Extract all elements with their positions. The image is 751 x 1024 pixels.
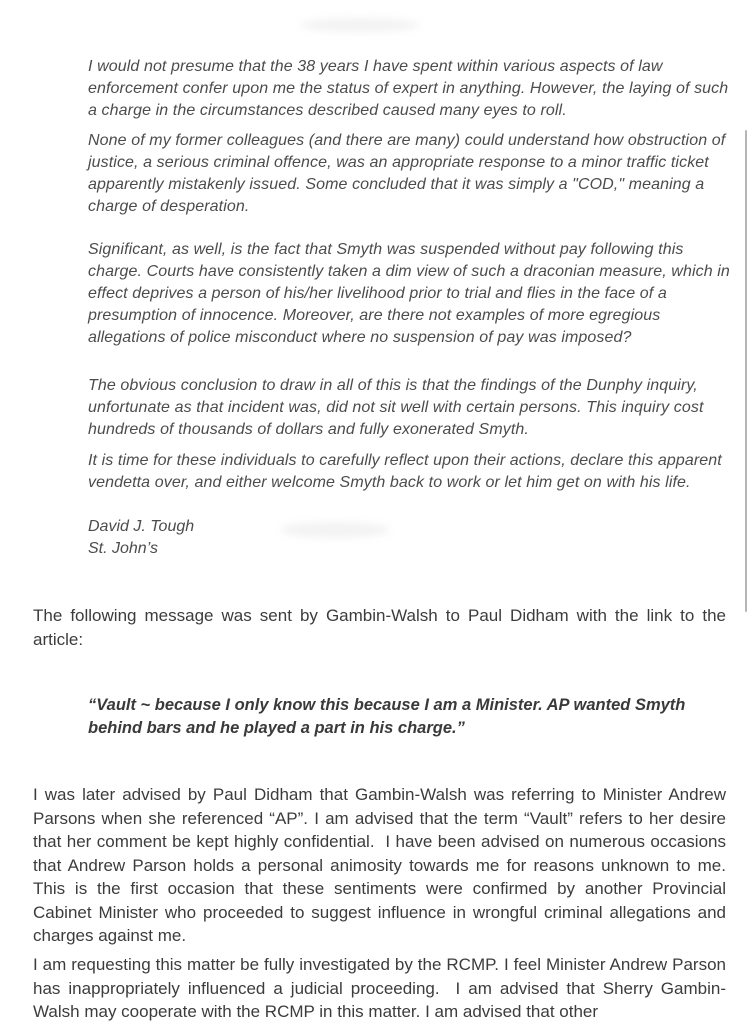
quoted-letter-paragraph: The obvious conclusion to draw in all of this is that the findings of the Dunphy inquiry, unfortunate as that incident was, did not sit well with certain persons. This inquiry cost hundreds of thousands of dollars and fully exonerated Smyth. [88, 377, 704, 438]
scan-artifact-line [745, 130, 747, 612]
quoted-letter-paragraph: It is time for these individuals to carefully reflect upon their actions, declare this apparent vendetta over, and either welcome Smyth back to work or let him get on with his life. [88, 452, 722, 491]
message-quote: “Vault ~ because I only know this because I am a Minister. AP wanted Smyth behind bars and he played a part in his charge.” [88, 696, 686, 737]
narrative-intro: The following message was sent by Gambin-Walsh to Paul Didham with the link to the article: [33, 606, 726, 649]
scan-artifact-smudge [300, 18, 420, 32]
quoted-letter-paragraph: Significant, as well, is the fact that Smyth was suspended without pay following this charge. Courts have consistently taken a dim view of such a draconian measure, which in effect deprives a person of his/her livelihood prior to trial and flies in the face of a presumption of innocence. Moreover, are there not examples of more egregious allegations of police misconduct where no suspension of pay was imposed? [88, 241, 730, 346]
quoted-letter-paragraph: I would not presume that the 38 years I have spent within various aspects of law enforcement confer upon me the status of expert in anything. However, the laying of such a charge in the circumstances described caused many eyes to roll. [88, 58, 729, 119]
letter-signature [88, 516, 194, 560]
narrative-paragraph: I was later advised by Paul Didham that Gambin-Walsh was referring to Minister Andrew Parsons when she referenced “AP”. I am advised that the term “Vault” refers to her desire that her comment be kept highly confidential. I have been advised on numerous occasions that Andrew Parson holds a personal animosity towards me for reasons unknown to me. This is the first occasion that these sentiments were confirmed by another Provincial Cabinet Minister who proceeded to suggest influence in wrongful criminal allegations and charges against me. [33, 785, 726, 945]
signature-name: David J. Tough [88, 518, 195, 535]
scan-artifact-smudge [280, 522, 390, 538]
quoted-letter-paragraph: None of my former colleagues (and there are many) could understand how obstruction of justice, a serious criminal offence, was an appropriate response to a minor traffic ticket apparently mistakenly issued. Some concluded that it was simply a "COD," meaning a charge of desperation. [88, 132, 726, 215]
narrative-paragraph: I am requesting this matter be fully investigated by the RCMP. I feel Minister Andrew Parson has inappropriately influenced a judicial proceeding. I am advised that Sherry Gambin-Walsh may cooperate with the RCMP in this matter. I am advised that other [33, 955, 726, 1021]
signature-place: St. John’s [88, 540, 158, 557]
